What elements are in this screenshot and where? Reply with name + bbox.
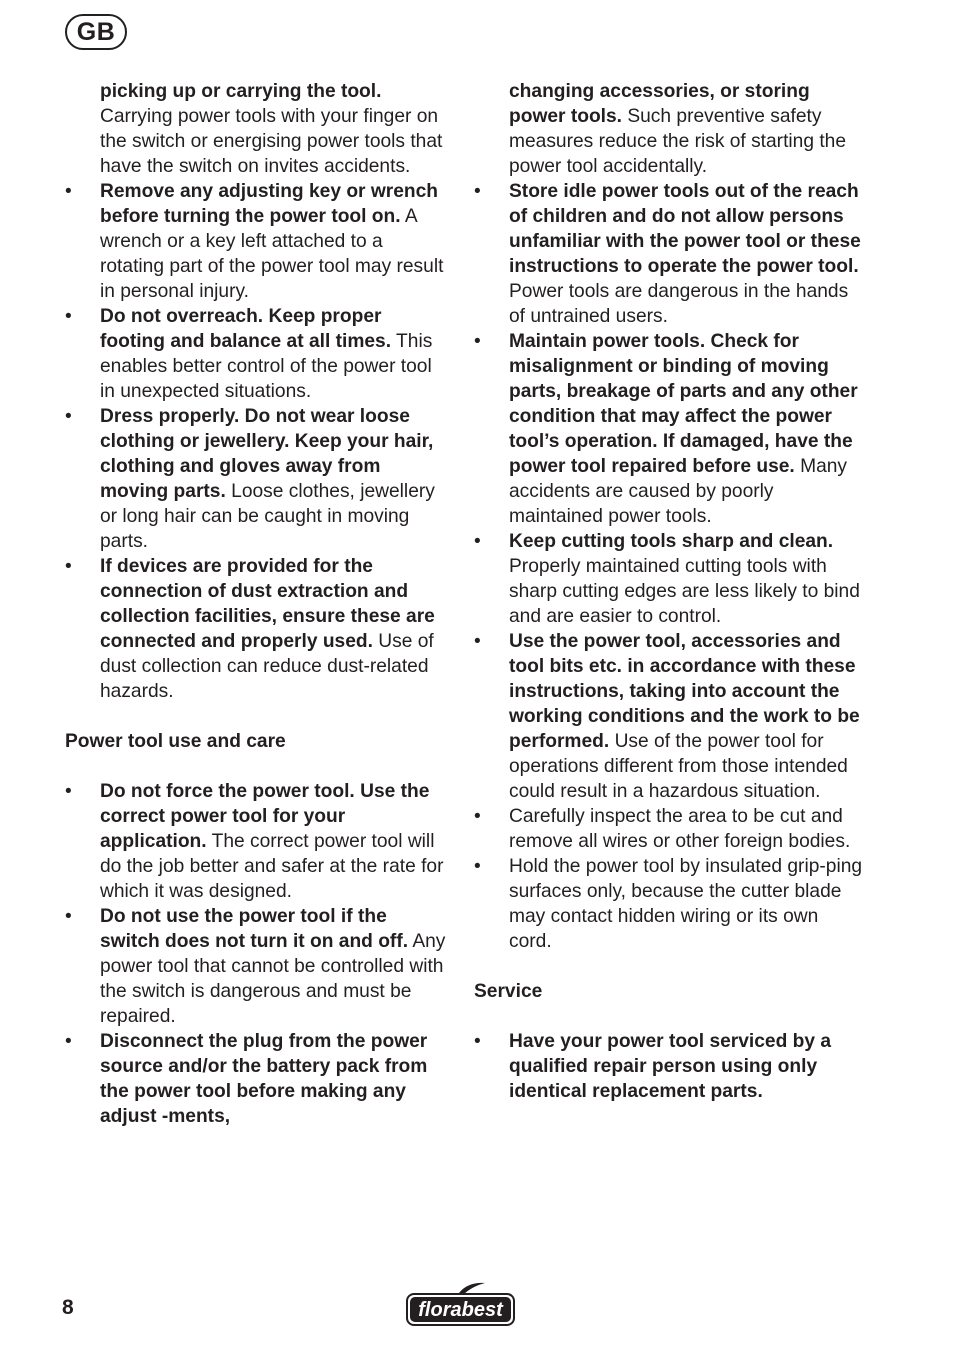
bullet-icon: • [474,331,481,352]
logo-text: florabest [418,1299,503,1321]
item-normal-text: Use of the power tool for operations different from those intended could result in a hazardous situation. [509,731,848,802]
item-normal-text: Hold the power tool by insulated grip-ping surfaces only, because the cutter blade may contact hidden wiring or its own cord. [509,856,863,952]
item-bold-text: Store idle power tools out of the reach of children and do not allow persons unfamiliar with the power tool or these instructions to operate the power tool. [509,181,861,277]
bullet-icon: • [474,806,481,827]
florabest-logo [405,1282,517,1328]
continued-bold-text: changing accessories, or storing power tools. [509,81,810,127]
continued-normal-text: Carrying power tools with your finger on the switch or energising power tools that have the switch on invites accidents. [100,106,443,177]
bullet-icon: • [474,856,481,877]
item-normal-text: Loose clothes, jewellery or long hair can be caught in moving parts. [100,481,435,552]
list-item [474,1029,864,1104]
list-item [474,804,864,854]
item-bold-text: Do not use the power tool if the switch does not turn it on and off. [100,906,409,952]
continued-paragraph [474,79,864,179]
list-item [65,554,450,704]
list-item [474,529,864,629]
item-normal-text: The correct power tool will do the job better and safer at the rate for which it was designed. [100,831,444,902]
item-normal-text: This enables better control of the power tool in unexpected situations. [100,331,433,402]
bullet-icon: • [65,906,72,927]
item-bold-text: Keep cutting tools sharp and clean. [509,531,834,552]
continued-paragraph [65,79,450,179]
list-item [65,1029,450,1129]
left-column [65,79,450,1129]
list-item [65,779,450,904]
bullet-icon: • [65,306,72,327]
item-bold-text: If devices are provided for the connection of dust extraction and collection facilities, ensure these are connected and properly used. [100,556,435,652]
language-badge: GB [65,14,127,50]
bullet-icon: • [474,531,481,552]
item-bold-text: Remove any adjusting key or wrench before turning the power tool on. [100,181,439,227]
item-normal-text: A wrench or a key left attached to a rotating part of the power tool may result in personal injury. [100,206,444,302]
item-bold-text: Dress properly. Do not wear loose clothing or jewellery. Keep your hair, clothing and gloves away from moving parts. [100,406,434,502]
section-heading: Power tool use and care [65,731,286,752]
page-number: 8 [62,1296,74,1319]
item-normal-text: Carefully inspect the area to be cut and remove all wires or other foreign bodies. [509,806,851,852]
bullet-icon: • [474,631,481,652]
list-item [474,854,864,954]
continued-bold-text: picking up or carrying the tool. [100,81,382,102]
list-item [474,179,864,329]
item-bold-text: Disconnect the plug from the power source and/or the battery pack from the power tool before making any adjust -ments, [100,1031,428,1127]
bullet-icon: • [65,556,72,577]
item-normal-text: Use of dust collection can reduce dust-related hazards. [100,631,434,702]
item-normal-text: Power tools are dangerous in the hands of untrained users. [509,281,849,327]
list-item [65,404,450,554]
section-heading: Service [474,981,543,1002]
bullet-icon: • [65,1031,72,1052]
list-item [474,329,864,529]
list-item [474,629,864,804]
bullet-icon: • [474,1031,481,1052]
list-item [65,304,450,404]
item-bold-text: Do not overreach. Keep proper footing and balance at all times. [100,306,392,352]
bullet-icon: • [474,181,481,202]
item-normal-text: Any power tool that cannot be controlled with the switch is dangerous and must be repaired. [100,931,446,1027]
bullet-icon: • [65,406,72,427]
item-bold-text: Maintain power tools. Check for misalignment or binding of moving parts, breakage of parts and any other condition that may affect the power tool’s operation. If damaged, have the power tool repaired before use. [509,331,858,477]
item-normal-text: Many accidents are caused by poorly maintained power tools. [509,456,848,527]
right-column [474,79,864,1104]
list-item [65,904,450,1029]
continued-normal-text: Such preventive safety measures reduce the risk of starting the power tool accidentally. [509,106,847,177]
item-bold-text: Use the power tool, accessories and tool bits etc. in accordance with these instructions, taking into account the working conditions and the work to be performed. [509,631,860,752]
item-normal-text: Properly maintained cutting tools with sharp cutting edges are less likely to bind and are easier to control. [509,556,860,627]
bullet-icon: • [65,181,72,202]
bullet-icon: • [65,781,72,802]
item-bold-text: Have your power tool serviced by a qualified repair person using only identical replacement parts. [509,1031,832,1102]
list-item [65,179,450,304]
item-bold-text: Do not force the power tool. Use the correct power tool for your application. [100,781,430,852]
